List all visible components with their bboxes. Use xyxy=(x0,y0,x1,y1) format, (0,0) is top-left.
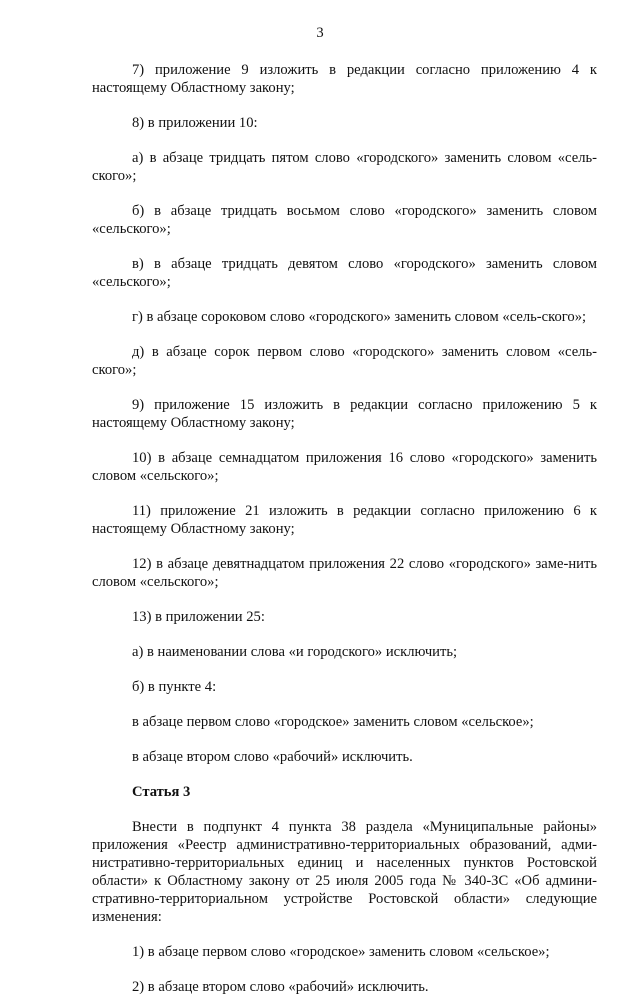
list-item: 10) в абзаце семнадцатом приложения 16 слово «городского» заменить словом «сельского»; xyxy=(92,450,597,484)
list-item: в абзаце втором слово «рабочий» исключить. xyxy=(132,749,413,765)
list-item: 8) в приложении 10: xyxy=(132,115,258,131)
list-item: 2) в абзаце втором слово «рабочий» исключить. xyxy=(132,979,429,995)
document-body xyxy=(92,61,597,996)
list-item: б) в абзаце тридцать восьмом слово «городского» заменить словом «сельского»; xyxy=(92,203,597,237)
list-item: а) в наименовании слова «и городского» исключить; xyxy=(132,644,458,660)
list-item: 7) приложение 9 изложить в редакции согласно приложению 4 к настоящему Областному закону; xyxy=(92,62,597,96)
list-item: а) в абзаце тридцать пятом слово «городского» заменить словом «сель-ского»; xyxy=(92,150,597,184)
list-item: 9) приложение 15 изложить в редакции согласно приложению 5 к настоящему Областному закону; xyxy=(92,397,597,431)
list-item: 11) приложение 21 изложить в редакции согласно приложению 6 к настоящему Областному закону; xyxy=(92,503,597,537)
list-item: в абзаце первом слово «городское» заменить словом «сельское»; xyxy=(132,714,534,730)
article-heading: Статья 3 xyxy=(132,784,191,800)
page-number: 3 xyxy=(316,25,324,41)
list-item: в) в абзаце тридцать девятом слово «городского» заменить словом «сельского»; xyxy=(92,256,597,290)
list-item: 13) в приложении 25: xyxy=(132,609,265,625)
list-item: г) в абзаце сороковом слово «городского» заменить словом «сель-ского»; xyxy=(132,309,587,325)
list-item: 12) в абзаце девятнадцатом приложения 22 слово «городского» заме-нить словом «сельского»; xyxy=(92,556,597,590)
article-3-section xyxy=(92,783,597,996)
list-item: д) в абзаце сорок первом слово «городского» заменить словом «сель-ского»; xyxy=(92,344,597,378)
article-intro-paragraph: Внести в подпункт 4 пункта 38 раздела «Муниципальные районы» приложения «Реестр административно-территориальных образований, адми-нистративно-территориальных единиц и населенных пунктов Ростовской области» к Областному закону от 25 июля 2005 года № 340-ЗС «Об админи-стративно-территориальном устройстве Ростовской области» следующие изменения: xyxy=(92,819,597,925)
list-item: б) в пункте 4: xyxy=(132,679,217,695)
list-item: 1) в абзаце первом слово «городское» заменить словом «сельское»; xyxy=(132,944,550,960)
